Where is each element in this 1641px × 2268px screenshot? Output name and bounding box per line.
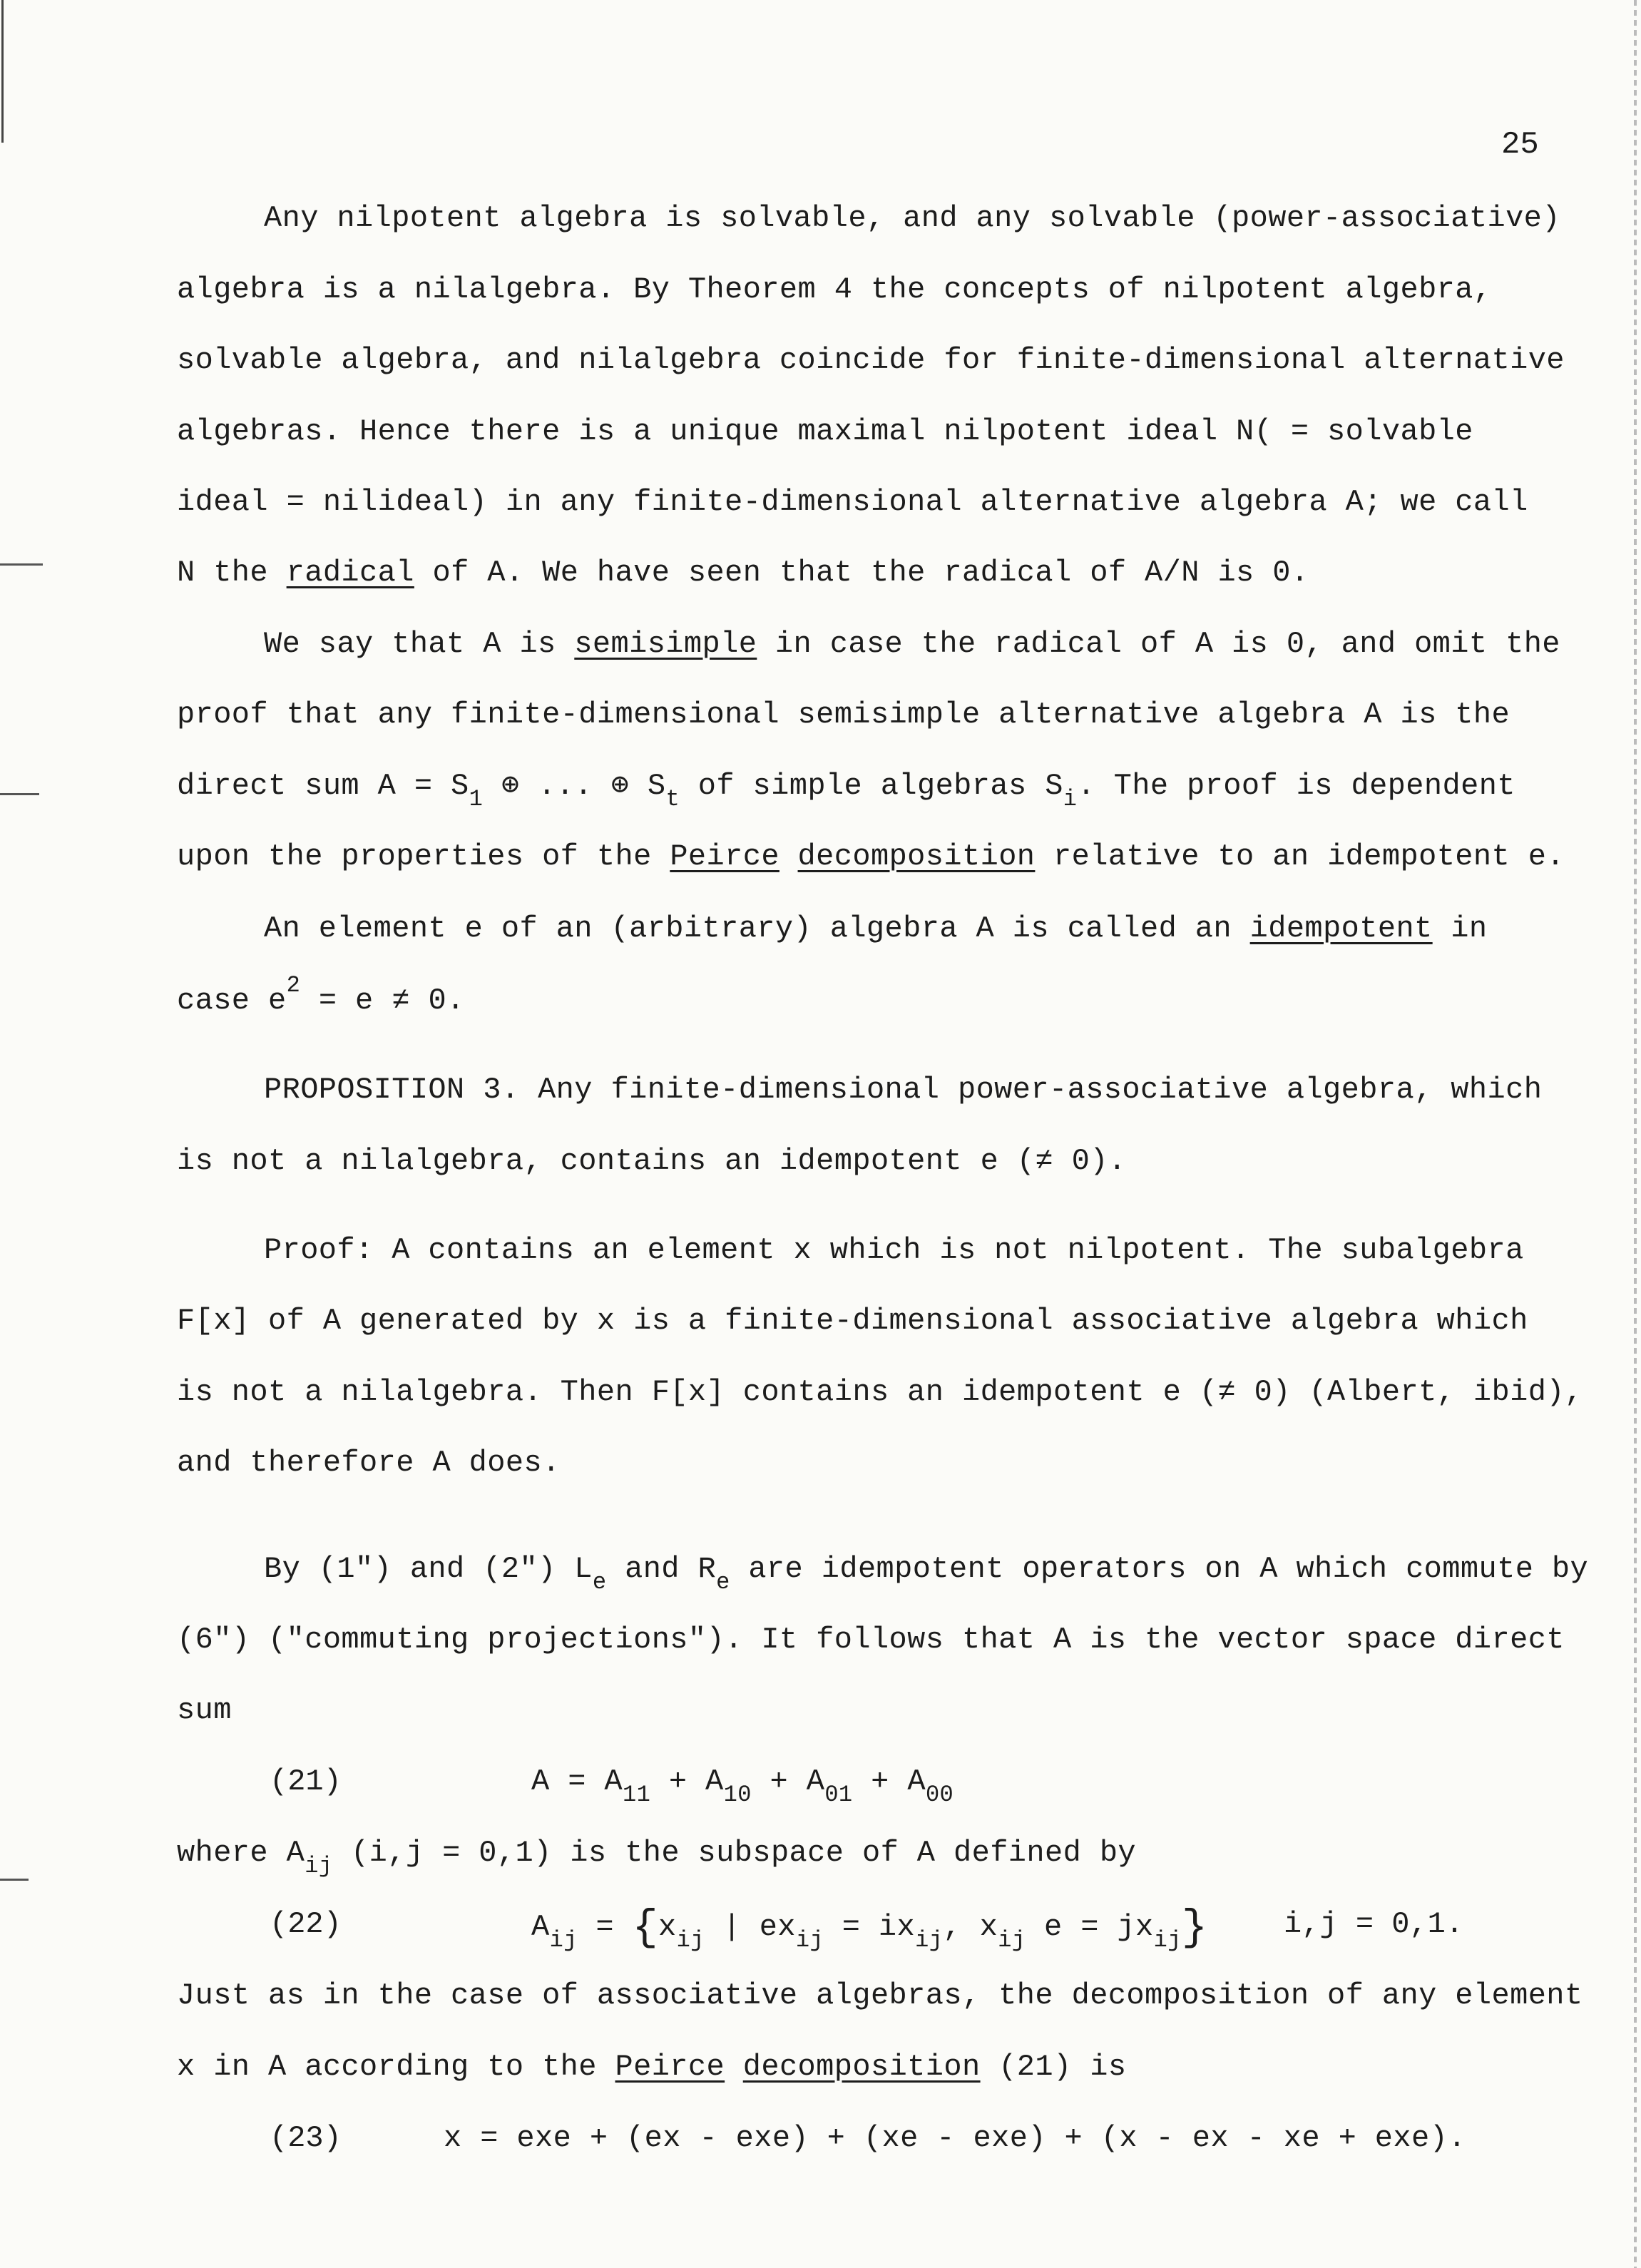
proposition-label: PROPOSITION 3.	[264, 1073, 520, 1107]
proof-line: Proof: A contains an element x which is not nilpotent. The subalgebra	[264, 1233, 1524, 1267]
text-line: We say that A is semisimple in case the radical of A is 0, and omit the	[264, 627, 1560, 661]
scan-edge-right	[1634, 0, 1637, 2268]
text-line: N the radical of A. We have seen that the radical of A/N is 0.	[177, 556, 1309, 590]
text-line: upon the properties of the Peirce decomposition relative to an idempotent e.	[177, 839, 1565, 874]
scan-edge-left	[1, 0, 4, 143]
text-line: where $A_{ij}$ (i,j = 0,1) is the subspace of A defined by	[177, 1836, 1137, 1879]
term-radical: radical	[286, 556, 414, 590]
equation-22-condition: i,j = 0,1.	[1284, 1907, 1464, 1941]
text-line: proof that any finite-dimensional semisimple alternative algebra A is the	[177, 698, 1510, 732]
term-idempotent: idempotent	[1249, 911, 1433, 946]
term-decomposition: decomposition	[742, 2050, 981, 2084]
term-peirce: Peirce	[615, 2050, 725, 2084]
scan-mark	[0, 793, 39, 795]
equation-23-label: (23)	[270, 2121, 342, 2155]
equation-21-label: (21)	[270, 1764, 342, 1799]
scan-mark	[0, 1879, 29, 1881]
text-line: algebra is a nilalgebra. By Theorem 4 the concepts of nilpotent algebra,	[177, 272, 1492, 307]
text-line: algebras. Hence there is a unique maximal nilpotent ideal N( = solvable	[177, 414, 1473, 449]
text-line: (6") ("commuting projections"). It follows that A is the vector space direct	[177, 1623, 1565, 1657]
proof-line: F[x] of A generated by x is a finite-dimensional associative algebra which	[177, 1304, 1528, 1338]
text-line: case $e^2 = e \ne 0$.	[177, 972, 465, 1018]
term-semisimple: semisimple	[574, 627, 757, 661]
proof-line: and therefore A does.	[177, 1446, 561, 1480]
text-line: direct sum $A = S_1$ ⊕ ... ⊕ $S_t$ of simple algebras $S_i$. The proof is dependent	[177, 769, 1515, 812]
text-line: ideal = nilideal) in any finite-dimensional alternative algebra A; we call	[177, 485, 1528, 519]
text-line: An element e of an (arbitrary) algebra A is called an idempotent in	[264, 911, 1488, 946]
equation-22-label: (22)	[270, 1907, 342, 1941]
term-peirce: Peirce	[670, 839, 779, 874]
proof-label: Proof:	[264, 1233, 374, 1267]
text-line: x in A according to the Peirce decomposition (21) is	[177, 2050, 1127, 2084]
text-line: Any nilpotent algebra is solvable, and any solvable (power-associative)	[264, 201, 1560, 235]
equation-22: $A_{ij} = \{x_{ij}$ | $ex_{ij} = ix_{ij}$, $x_{ij}$ $e = jx_{ij}$}	[531, 1904, 1208, 1953]
text-line: sum	[177, 1693, 232, 1727]
text-line: By (1") and (2") $L_e$ and $R_e$ are idempotent operators on A which commute by	[264, 1552, 1589, 1595]
term-decomposition: decomposition	[797, 839, 1036, 874]
text-line: solvable algebra, and nilalgebra coincide for finite-dimensional alternative	[177, 343, 1565, 377]
proposition-line: is not a nilalgebra, contains an idempotent e (≠ 0).	[177, 1144, 1127, 1178]
proposition-line: PROPOSITION 3. Any finite-dimensional power-associative algebra, which	[264, 1073, 1543, 1107]
page-number: 25	[1501, 127, 1539, 163]
text-line: Just as in the case of associative algebras, the decomposition of any element	[177, 1978, 1583, 2013]
scan-mark	[0, 563, 43, 566]
equation-23: x = exe + (ex - exe) + (xe - exe) + (x - ex - xe + exe).	[444, 2121, 1466, 2155]
equation-21: $A = A_{11} + A_{10} + A_{01} + A_{00}$	[531, 1764, 954, 1808]
proof-line: is not a nilalgebra. Then F[x] contains an idempotent e (≠ 0) (Albert, ibid),	[177, 1375, 1583, 1409]
